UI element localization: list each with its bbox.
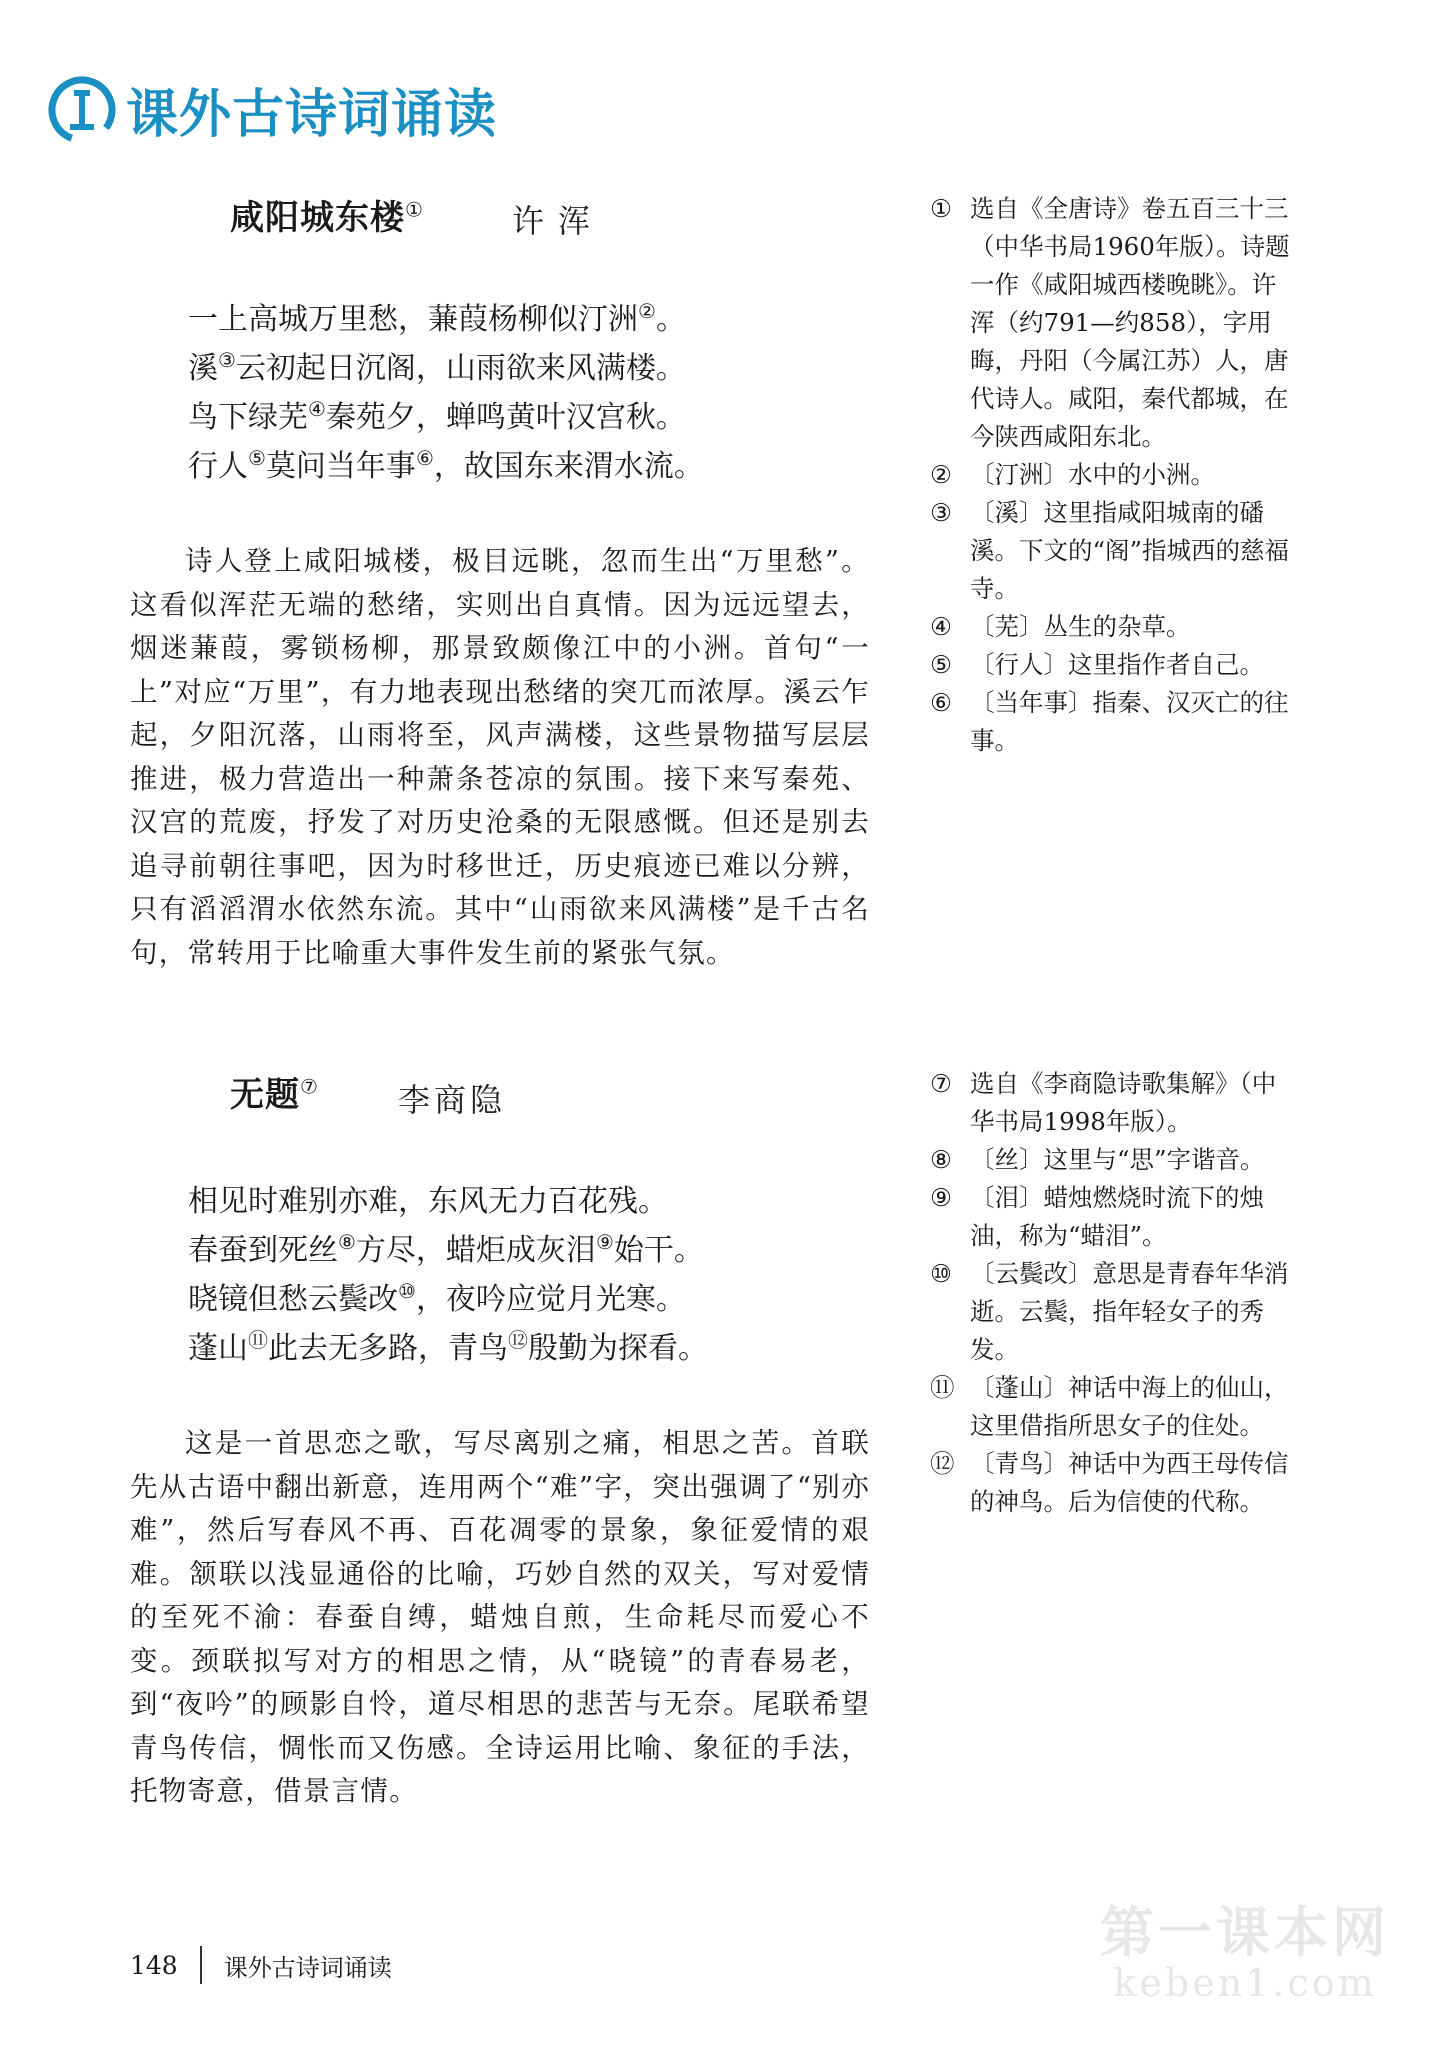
footnote-ref: ⑩ (398, 1279, 416, 1303)
footnote: ② 〔汀洲〕水中的小洲。 (930, 460, 1215, 489)
poem2-footnotes (930, 1065, 1290, 1521)
footnote: ⑦ 选自《李商隐诗歌集解》（中华书局1998年版）。 (930, 1069, 1277, 1136)
section-logo-icon (48, 76, 116, 144)
footnote: ⑫ 〔青鸟〕神话中为西王母传信的神鸟。后为信使的代称。 (930, 1449, 1289, 1516)
poem2-text (188, 1177, 708, 1373)
poem-line: 春蚕到死丝⑧方尽，蜡炬成灰泪⑨始干。 (188, 1230, 704, 1268)
section-title: 课外古诗词诵读 (126, 85, 498, 145)
poem2-commentary: 这是一首思恋之歌，写尽离别之痛，相思之苦。首联先从古语中翻出新意，连用两个“难”字，突出强调了“别亦难”，然后写春风不再、百花凋零的景象，象征爱情的艰难。颔联以浅显通俗的比喻，巧妙自然的双关，写对爱情的至死不渝：春蚕自缚，蜡烛自煎，生命耗尽而爱心不变。颈联拟写对方的相思之情，从“晓镜”的青春易老，到“夜吟”的顾影自怜，道尽相思的悲苦与无奈。尾联希望青鸟传信，惆怅而又伤感。全诗运用比喻、象征的手法，托物寄意，借景言情。 (130, 1427, 870, 1807)
footnote-ref: ③ (218, 348, 236, 372)
poem1-footnotes (930, 190, 1290, 760)
poem-line: 一上高城万里愁，蒹葭杨柳似汀洲②。 (188, 299, 686, 337)
footnote-ref: ⑪ (248, 1328, 268, 1352)
footer-divider (200, 1946, 202, 1984)
watermark-line1: 第一课本网 (1100, 1901, 1390, 1964)
footnote: ① 选自《全唐诗》卷五百三十三（中华书局1960年版）。诗题一作《咸阳城西楼晚眺》。许浑（约791—约858），字用晦，丹阳（今属江苏）人，唐代诗人。咸阳，秦代都城，在今陕西咸阳东北。 (930, 194, 1290, 451)
page-footer (130, 1946, 392, 1984)
footnote-ref: ⑥ (415, 446, 434, 470)
poem-line: 蓬山⑪此去无多路，青鸟⑫殷勤为探看。 (188, 1328, 708, 1366)
footnote: ⑩ 〔云鬓改〕意思是青春年华消逝。云鬓，指年轻女子的秀发。 (930, 1259, 1289, 1364)
poem-line: 鸟下绿芜④秦苑夕，蝉鸣黄叶汉宫秋。 (188, 397, 686, 435)
poem-line: 溪③云初起日沉阁，山雨欲来风满楼。 (188, 348, 686, 386)
footnote-ref: ⑨ (595, 1230, 614, 1254)
footnote-ref: ⑦ (300, 1074, 319, 1099)
poem2-title (230, 1067, 319, 1116)
watermark-line2: keben1.com (1113, 1961, 1377, 2005)
poem1-title (230, 190, 424, 239)
footnote-ref: ⑫ (508, 1328, 528, 1352)
poem-line: 行人⑤莫问当年事⑥，故国东来渭水流。 (188, 446, 704, 484)
poem1-text (188, 295, 704, 491)
footnote: ⑥ 〔当年事〕指秦、汉灭亡的往事。 (930, 688, 1289, 755)
footnote-ref: ⑤ (248, 446, 266, 470)
footnote: ⑤ 〔行人〕这里指作者自己。 (930, 650, 1264, 679)
footnote: ⑧ 〔丝〕这里与“思”字谐音。 (930, 1145, 1265, 1174)
poem1-author: 许浑 (512, 202, 605, 240)
footnote-ref: ④ (308, 397, 326, 421)
footnote: ③ 〔溪〕这里指咸阳城南的磻溪。下文的“阁”指城西的慈福寺。 (930, 498, 1290, 603)
page-number: 148 (130, 1950, 178, 1980)
poem-line: 相见时难别亦难，东风无力百花残。 (188, 1184, 668, 1219)
poem-line: 晓镜但愁云鬓改⑩，夜吟应觉月光寒。 (188, 1279, 686, 1317)
watermark (1100, 1890, 1390, 2005)
footnote-ref: ① (405, 197, 424, 222)
footer-section-title: 课外古诗词诵读 (223, 1953, 392, 1982)
footnote: ④ 〔芜〕丛生的杂草。 (930, 612, 1191, 641)
footnote-ref: ⑧ (338, 1230, 356, 1254)
section-header (48, 72, 497, 147)
footnote-ref: ② (638, 299, 656, 323)
poem2-author: 李商隐 (398, 1081, 507, 1119)
poem1-title-text: 咸阳城东楼 (230, 198, 405, 238)
poem2-title-text: 无题 (230, 1075, 300, 1115)
footnote: ⑨ 〔泪〕蜡烛燃烧时流下的烛油，称为“蜡泪”。 (930, 1183, 1264, 1250)
footnote: ⑪ 〔蓬山〕神话中海上的仙山，这里借指所思女子的住处。 (930, 1373, 1289, 1440)
poem1-commentary: 诗人登上咸阳城楼，极目远眺，忽而生出“万里愁”。这看似浑茫无端的愁绪，实则出自真情。因为远远望去，烟迷蒹葭，雾锁杨柳，那景致颇像江中的小洲。首句“一上”对应“万里”，有力地表现出愁绪的突兀而浓厚。溪云乍起，夕阳沉落，山雨将至，风声满楼，这些景物描写层层推进，极力营造出一种萧条苍凉的氛围。接下来写秦苑、汉宫的荒废，抒发了对历史沧桑的无限感慨。但还是别去追寻前朝往事吧，因为时移世迁，历史痕迹已难以分辨，只有滔滔渭水依然东流。其中“山雨欲来风满楼”是千古名句，常转用于比喻重大事件发生前的紧张气氛。 (130, 545, 870, 969)
